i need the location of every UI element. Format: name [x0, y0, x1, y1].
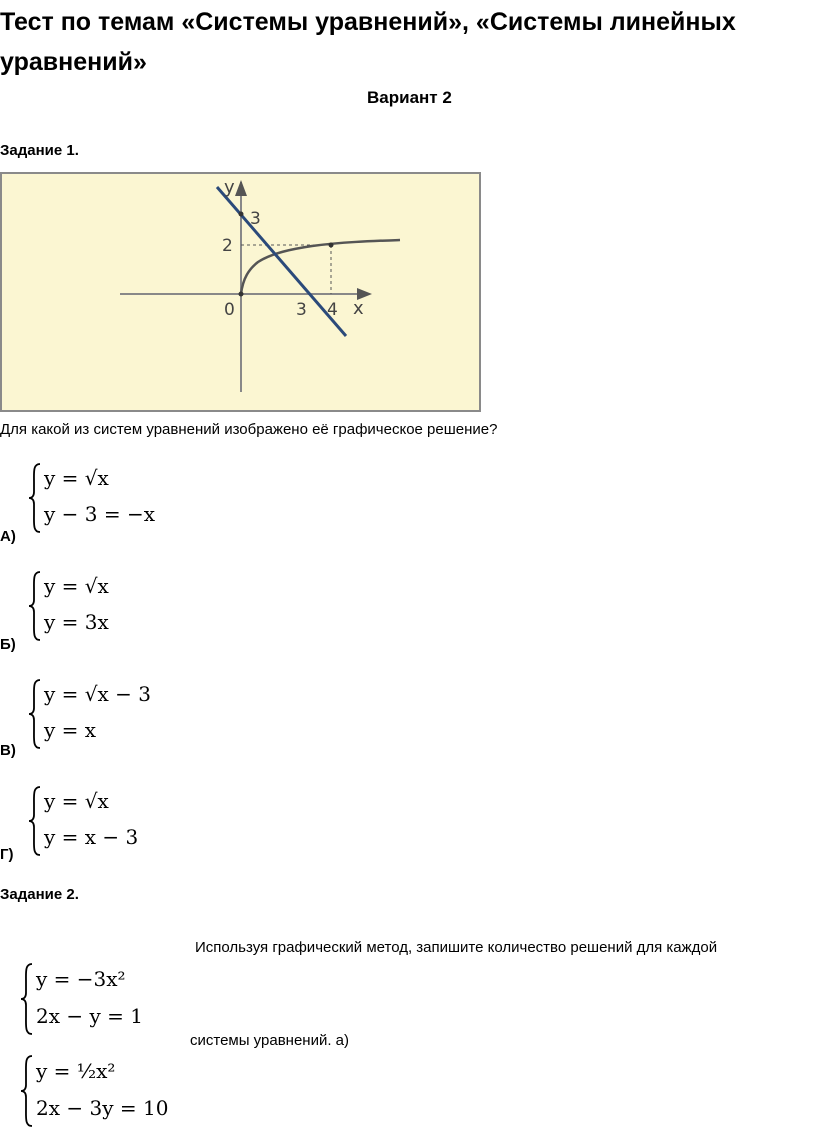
- option-a-eq2: y − 3 = −x: [44, 502, 156, 526]
- task1-graph: [0, 172, 481, 412]
- task2-system-b-eq2: 2x − 3y = 10: [36, 1096, 169, 1120]
- tick-x4: 4: [327, 300, 338, 320]
- task1-question: Для какой из систем уравнений изображено её графическое решение?: [0, 421, 498, 438]
- option-b-eq2: y = 3x: [44, 610, 109, 634]
- option-g-label: Г): [0, 846, 14, 863]
- variant-label: Вариант 2: [367, 88, 452, 107]
- option-g-eq1: y = √x: [44, 789, 109, 813]
- point-4-2: [329, 243, 334, 248]
- document-title: Тест по темам «Системы уравнений», «Системы линейных уравнений»: [0, 8, 736, 76]
- task2-instructions-cont: системы уравнений. а): [190, 1032, 350, 1049]
- tick-y3: 3: [250, 209, 261, 229]
- task1-label: Задание 1.: [0, 142, 79, 159]
- option-v-label: В): [0, 742, 16, 759]
- task2-instructions: Используя графический метод, запишите количество решений для каждой: [195, 939, 718, 956]
- option-v-eq1: y = √x − 3: [44, 682, 151, 706]
- option-b-label: Б): [0, 636, 16, 653]
- graph-svg: [2, 174, 479, 410]
- tick-x3: 3: [296, 300, 307, 320]
- sqrt-curve: [241, 240, 400, 294]
- task2-system-b-eq1: y = ½x²: [36, 1059, 116, 1083]
- y-axis-label: y: [224, 177, 235, 198]
- option-a-label: А): [0, 528, 16, 545]
- task2-system-a-eq1: y = −3x²: [36, 967, 126, 991]
- option-a-eq1: y = √x: [44, 466, 109, 490]
- task2-label: Задание 2.: [0, 886, 79, 903]
- tick-origin: 0: [224, 300, 235, 320]
- task2-system-a-eq2: 2x − y = 1: [36, 1004, 143, 1028]
- x-axis-label: x: [353, 298, 364, 319]
- option-g-eq2: y = x − 3: [44, 825, 139, 849]
- option-v-eq2: y = x: [44, 718, 97, 742]
- option-b-eq1: y = √x: [44, 574, 109, 598]
- y-axis-arrow: [235, 180, 247, 196]
- tick-y2: 2: [222, 236, 233, 256]
- point-origin: [239, 292, 244, 297]
- point-0-3: [239, 212, 244, 217]
